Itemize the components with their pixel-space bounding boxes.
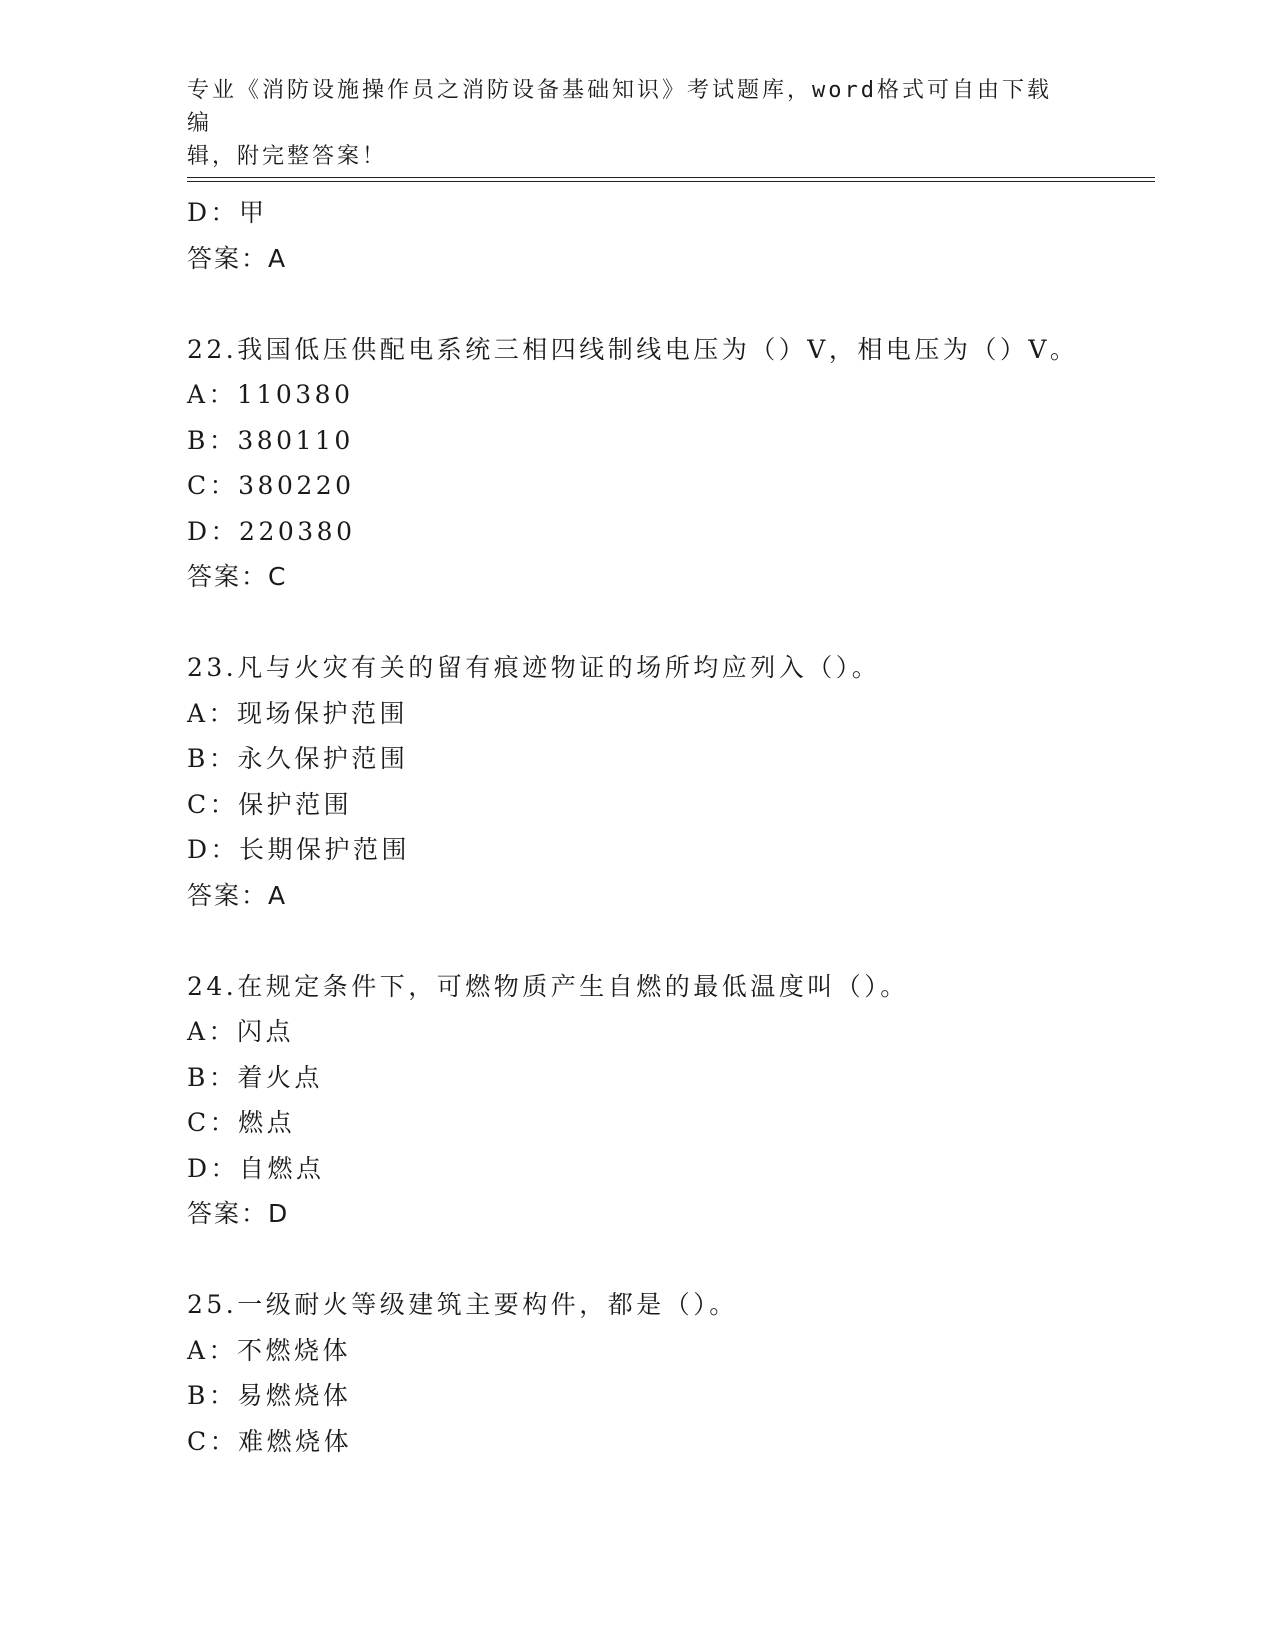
header-line-1: 专业《消防设施操作员之消防设备基础知识》考试题库，word格式可自由下载编 [187, 78, 1052, 136]
answer-line: 答案：A [187, 243, 288, 273]
question-23 [187, 645, 1155, 918]
header-line-2: 辑，附完整答案！ [187, 144, 388, 169]
option-b: B：永久保护范围 [187, 744, 409, 773]
option-d: D：甲 [187, 198, 268, 227]
option-a: A：现场保护范围 [187, 698, 409, 728]
option-a: A：不燃烧体 [187, 1335, 352, 1365]
option-c: C：难燃烧体 [187, 1426, 353, 1456]
question-content [187, 190, 1155, 1464]
option-a: A：110380 [187, 380, 354, 409]
option-c: C：保护范围 [187, 789, 353, 819]
question-stem: 22.我国低压供配电系统三相四线制线电压为（）V，相电压为（）V。 [187, 334, 1079, 364]
spacer [187, 918, 1155, 964]
option-b: B：易燃烧体 [187, 1381, 352, 1410]
answer-line: 答案：A [187, 880, 288, 910]
spacer [187, 600, 1155, 646]
header-rule-top [187, 177, 1155, 178]
question-25 [187, 1282, 1155, 1464]
answer-line: 答案：C [187, 562, 288, 591]
option-d: D：220380 [187, 516, 356, 546]
option-c: C：380220 [187, 471, 355, 500]
option-d: D：长期保护范围 [187, 835, 411, 864]
option-a: A：闪点 [187, 1017, 295, 1046]
question-stem: 24.在规定条件下，可燃物质产生自燃的最低温度叫（）。 [187, 971, 909, 1001]
option-b: B：着火点 [187, 1062, 323, 1092]
header-rule-bottom [187, 181, 1155, 182]
spacer [187, 1237, 1155, 1283]
option-b: B：380110 [187, 425, 354, 455]
question-22 [187, 327, 1155, 600]
spacer [187, 281, 1155, 327]
question-24 [187, 964, 1155, 1237]
question-stem: 25.一级耐火等级建筑主要构件，都是（）。 [187, 1290, 738, 1319]
question-stem: 23.凡与火灾有关的留有痕迹物证的场所均应列入（）。 [187, 653, 881, 682]
option-d: D：自燃点 [187, 1153, 325, 1183]
option-c: C：燃点 [187, 1108, 296, 1137]
document-header [187, 74, 1067, 173]
answer-line: 答案：D [187, 1199, 290, 1228]
